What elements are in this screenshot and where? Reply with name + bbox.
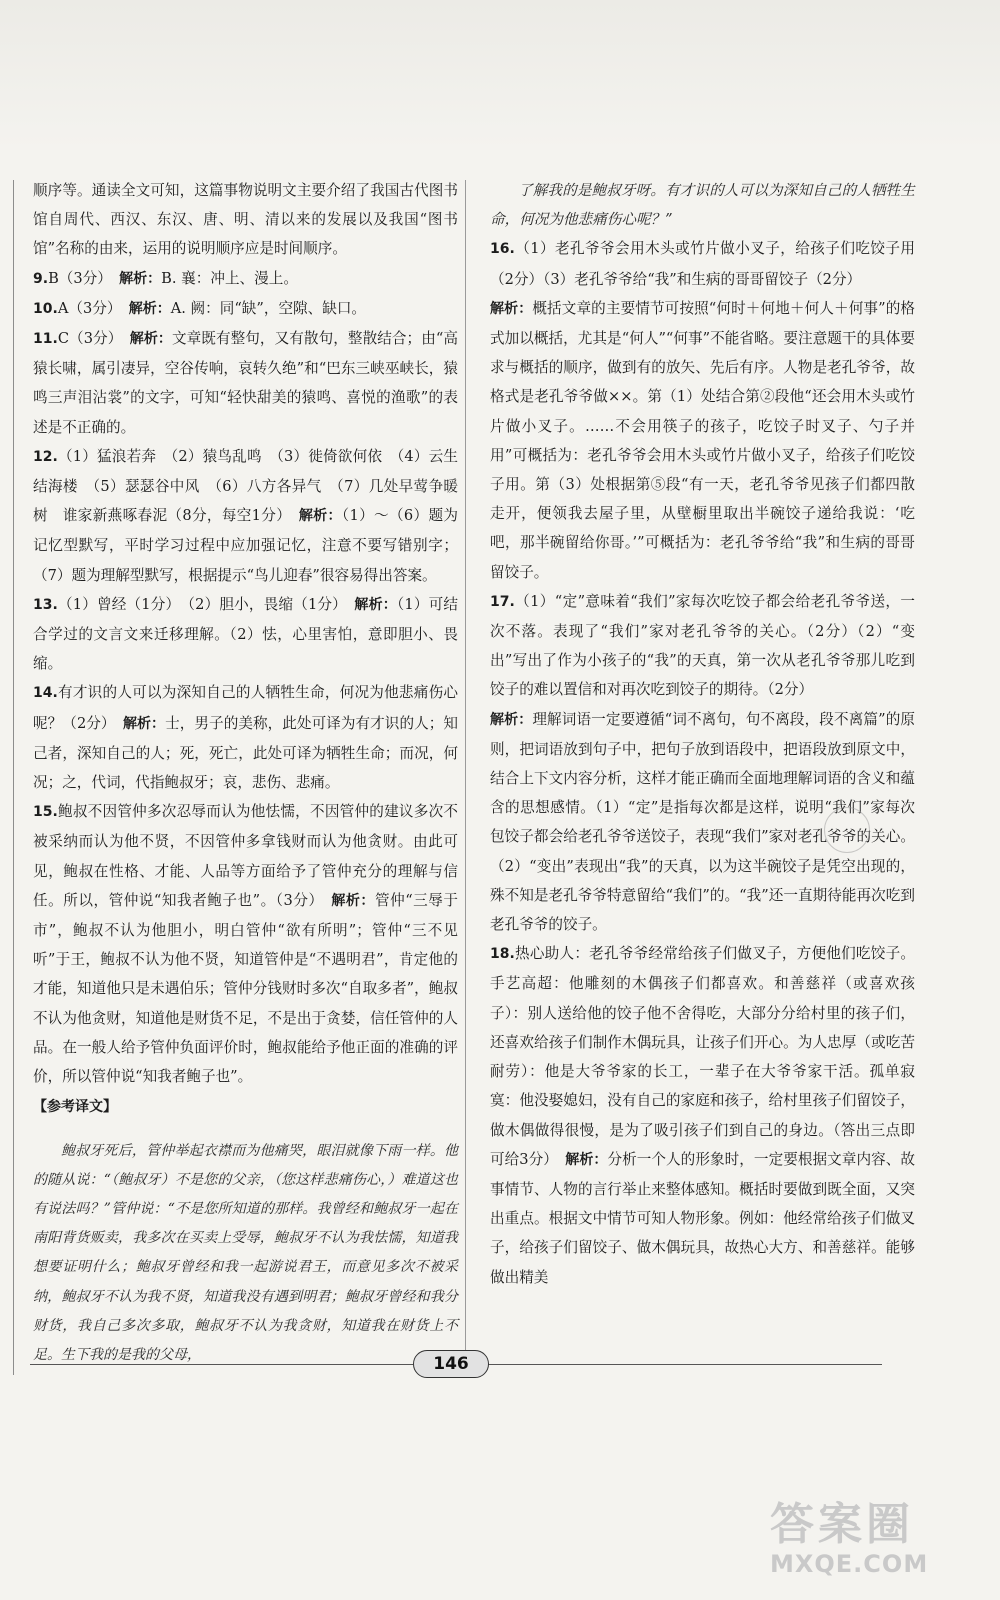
answer-11: 11.C（3分） 解析：文章既有整句，又有散句，整散结合；由“高猿长啸，属引凄异，空谷传响，哀转久绝”和“巴东三峡巫峡长，猿鸣三声泪沾裳”的文字，可知“轻快甜美的猿鸣、喜悦的渔歌”的表述是不正确的。 xyxy=(33,330,458,436)
analysis-16: 解析：概括文章的主要情节可按照“何时＋何地＋何人＋何事”的格式加以概括，尤其是“何人”“何事”不能省略。要注意题干的具体要求与概括的顺序，做到有的放矢、先后有序。人物是老孔爷爷，故格式是老孔爷爷做××。第（1）处结合第②段他“还会用木头或竹片做小叉子。……不会用筷子的孩子，吃饺子时叉子、勺子并用”可概括为：老孔爷爷会用木头或竹片做小叉子，给孩子们吃饺子用。第（3）处根据第⑤段“有一天，老孔爷爷见孩子们都四散走开，便领我去屋子里，从壁橱里取出半碗饺子递给我说：‘吃吧，那半碗留给你哥。’”可概括为：老孔爷爷给“我”和生病的哥哥留饺子。 xyxy=(490,299,915,581)
right-column xyxy=(490,176,915,1292)
watermark-url: MXQE.COM xyxy=(770,1550,929,1578)
column-divider xyxy=(465,180,466,1375)
scan-shade xyxy=(0,0,1000,150)
answer-17: 17.（1）“定”意味着“我们”家每次吃饺子都会给老孔爷爷送，一次不落。表现了“我们”家对老孔爷爷的关心。（2分）（2）“变出”写出了作为小孩子的“我”的天真，第一次从老孔爷爷那儿吃到饺子的难以置信和对再次吃到饺子的期待。（2分） xyxy=(490,592,915,699)
analysis-17: 解析：理解词语一定要遵循“词不离句，句不离段，段不离篇”的原则，把词语放到句子中，把句子放到语段中，把语段放到原文中，结合上下文内容分析，这样才能正确而全面地理解词语的含义和蕴含的思想感情。（1）“定”是指每次都是这样，说明“我们”家每次包饺子都会给老孔爷爷送饺子，表现“我们”家对老孔爷爷的关心。（2）“变出”表现出“我”的天真，以为这半碗饺子是凭空出现的，殊不知是老孔爷爷特意留给“我们”的。“我”还一直期待能再次吃到老孔爷爷的饺子。 xyxy=(490,710,915,934)
answer-15: 15.鲍叔不因管仲多次忍辱而认为他怯懦，不因管仲的建议多次不被采纳而认为他不贤，不因管仲多拿钱财而认为他贪财。由此可见，鲍叔在性格、才能、人品等方面给予了管仲充分的理解与信任。所以，管仲说“知我者鲍子也”。（3分） 解析：管仲“三辱于市”，鲍叔不认为他胆小，明白管仲“欲有所明”；管仲“三不见听”于王，鲍叔不认为他不贤，知道管仲是“不遇明君”，肯定他的才能，知道他只是未遇伯乐；管仲分钱财时多次“自取多者”，鲍叔不认为他贪财，知道他是财货不足，不是出于贪婪，信任管仲的人品。在一般人给予管仲负面评价时，鲍叔能给予他正面的准确的评价，所以管仲说“知我者鲍子也”。 xyxy=(33,803,459,1086)
translation-continued: 了解我的是鲍叔牙呀。有才识的人可以为深知自己的人牺牲生命，何况为他悲痛伤心呢？” xyxy=(490,182,915,229)
footer-rule-right xyxy=(487,1364,882,1365)
faint-stamp-mark xyxy=(824,807,870,853)
watermark-logo-text: 答案圈 xyxy=(770,1499,914,1550)
answer-10: 10.A（3分） 解析：A. 阙：同“缺”，空隙、缺口。 xyxy=(33,299,367,317)
left-margin-rule xyxy=(13,180,14,1375)
answer-12: 12.（1）猛浪若奔 （2）猿鸟乱鸣 （3）徙倚欲何依 （4）云生结海楼 （5）瑟瑟谷中风 （6）八方各异气 （7）几处早莺争暖树 谁家新燕啄春泥（8分，每空1分） 解析：（1）～（6）题为记忆型默写，平时学习过程中应加强记忆，注意不要写错别字；（7）题为理解型默写，根据提示“鸟儿迎春”很容易得出答案。 xyxy=(33,447,458,584)
answer-16: 16.（1）老孔爷爷会用木头或竹片做小叉子，给孩子们吃饺子用（2分）（3）老孔爷爷给“我”和生病的哥哥留饺子（2分） xyxy=(490,240,915,288)
answer-9: 9.B（3分） 解析：B. 襄：冲上、漫上。 xyxy=(33,269,298,287)
answer-13: 13.（1）曾经（1分） （2）胆小，畏缩（1分） 解析：（1）可结合学过的文言文来迁移理解。（2）怯，心里害怕，意即胆小、畏缩。 xyxy=(33,595,458,673)
reference-translation-heading: 【参考译文】 xyxy=(33,1099,117,1116)
left-column xyxy=(33,176,458,1384)
answer-18: 18.热心助人：老孔爷爷经常给孩子们做叉子，方便他们吃饺子。手艺高超：他雕刻的木偶孩子们都喜欢。和善慈祥（或喜欢孩子）：别人送给他的饺子他不舍得吃，大部分分给村里的孩子们，还喜欢给孩子们制作木偶玩具，让孩子们开心。为人忠厚（或吃苦耐劳）：他是大爷爷家的长工，一辈子在大爷爷家干活。孤单寂寞：他没娶媳妇，没有自己的家庭和孩子，给村里孩子们留饺子，做木偶做得很慢，是为了吸引孩子们到自己的身边。（答出三点即可给3分） 解析：分析一个人的形象时，一定要根据文章内容、故事情节、人物的言行举止来整体感知。概括时要做到既全面，又突出重点。根据文中情节可知人物形象。例如：他经常给孩子们做叉子，给孩子们留饺子、做木偶玩具，故热心大方、和善慈祥。能够做出精美 xyxy=(490,945,915,1286)
page-number: 146 xyxy=(413,1350,489,1378)
paragraph-continued: 顺序等。通读全文可知，这篇事物说明文主要介绍了我国古代图书馆自周代、西汉、东汉、唐、明、清以来的发展以及我国“图书馆”名称的由来，运用的说明顺序应是时间顺序。 xyxy=(33,182,458,258)
footer-rule-left xyxy=(30,1364,413,1365)
site-watermark xyxy=(770,1500,985,1590)
reference-translation-text: 鲍叔牙死后，管仲举起衣襟而为他痛哭，眼泪就像下雨一样。他的随从说：“（鲍叔牙）不是您的父亲，（您这样悲痛伤心，）难道这也有说法吗？”管仲说：“不是您所知道的那样。我曾经和鲍叔牙一起在南阳背货贩卖，我多次在买卖上受辱，鲍叔牙不认为我怯懦，知道我想要证明什么；鲍叔牙曾经和我一起游说君王，而意见多次不被采纳，鲍叔牙不认为我不贤，知道我没有遇到明君；鲍叔牙曾经和我分财货，我自己多次多取，鲍叔牙不认为我贪财，知道我在财货上不足。生下我的是我的父母， xyxy=(33,1142,458,1363)
answer-14: 14.有才识的人可以为深知自己的人牺牲生命，何况为他悲痛伤心呢？（2分） 解析：士，男子的美称，此处可译为有才识的人；知己者，深知自己的人；死，死亡，此处可译为牺牲生命；而况，何况；之，代词，代指鲍叔牙；哀，悲伤、悲痛。 xyxy=(33,684,458,792)
